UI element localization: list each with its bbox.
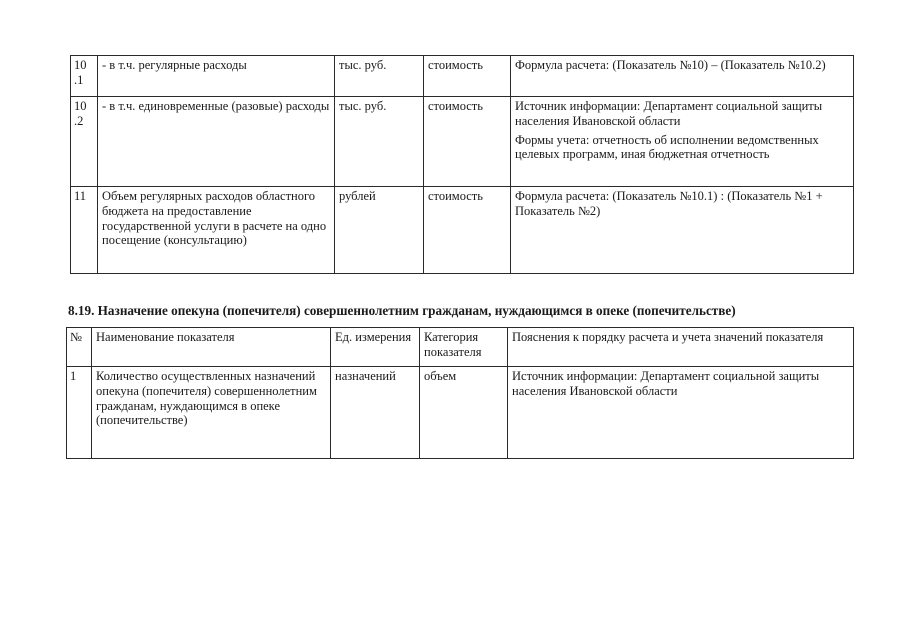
unit-cell: рублей [335, 187, 424, 274]
category-cell: стоимость [424, 56, 511, 97]
table-row [71, 97, 854, 187]
row-number: 10 .2 [71, 97, 98, 187]
header-number: № [67, 328, 92, 367]
section-heading: 8.19. Назначение опекуна (попечителя) совершеннолетним гражданам, нуждающимся в опеке (попечительстве) [68, 303, 736, 318]
table-row [67, 367, 854, 459]
row-number: 1 [67, 367, 92, 459]
indicators-table [66, 327, 854, 459]
indicator-name: - в т.ч. единовременные (разовые) расходы [98, 97, 335, 187]
explanation-text: Формула расчета: (Показатель №10) – (Показатель №10.2) [515, 58, 826, 72]
table-row [71, 56, 854, 97]
category-cell: стоимость [424, 187, 511, 274]
explanation-text: Формы учета: отчетность об исполнении ведомственных целевых программ, иная бюджетная отчетность [515, 132, 819, 162]
explanation-cell [511, 56, 854, 97]
indicators-table-continued [70, 55, 854, 274]
explanation-text: Формула расчета: (Показатель №10.1) : (Показатель №1 + Показатель №2) [515, 189, 823, 218]
explanation-cell [511, 97, 854, 187]
row-number: 10 .1 [71, 56, 98, 97]
category-cell: объем [420, 367, 508, 459]
table-header-row [67, 328, 854, 367]
explanation-text: Источник информации: Департамент социальной защиты населения Ивановской области [512, 369, 820, 398]
unit-cell: тыс. руб. [335, 97, 424, 187]
header-unit: Ед. измерения [331, 328, 420, 367]
header-category: Категория показателя [420, 328, 508, 367]
header-name: Наименование показателя [92, 328, 331, 367]
explanation-cell [508, 367, 854, 459]
category-cell: стоимость [424, 97, 511, 187]
table-row [71, 187, 854, 274]
indicator-name: Объем регулярных расходов областного бюджета на предоставление государственной услуги в расчете на одно посещение (консультацию) [98, 187, 335, 274]
explanation-text: Источник информации: Департамент социальной защиты населения Ивановской области [515, 99, 823, 128]
unit-cell: назначений [331, 367, 420, 459]
unit-cell: тыс. руб. [335, 56, 424, 97]
indicator-name: Количество осуществленных назначений опекуна (попечителя) совершеннолетним гражданам, нуждающимся в опеке (попечительстве) [92, 367, 331, 459]
row-number: 11 [71, 187, 98, 274]
indicator-name: - в т.ч. регулярные расходы [98, 56, 335, 97]
explanation-cell [511, 187, 854, 274]
header-explanation: Пояснения к порядку расчета и учета значений показателя [508, 328, 854, 367]
